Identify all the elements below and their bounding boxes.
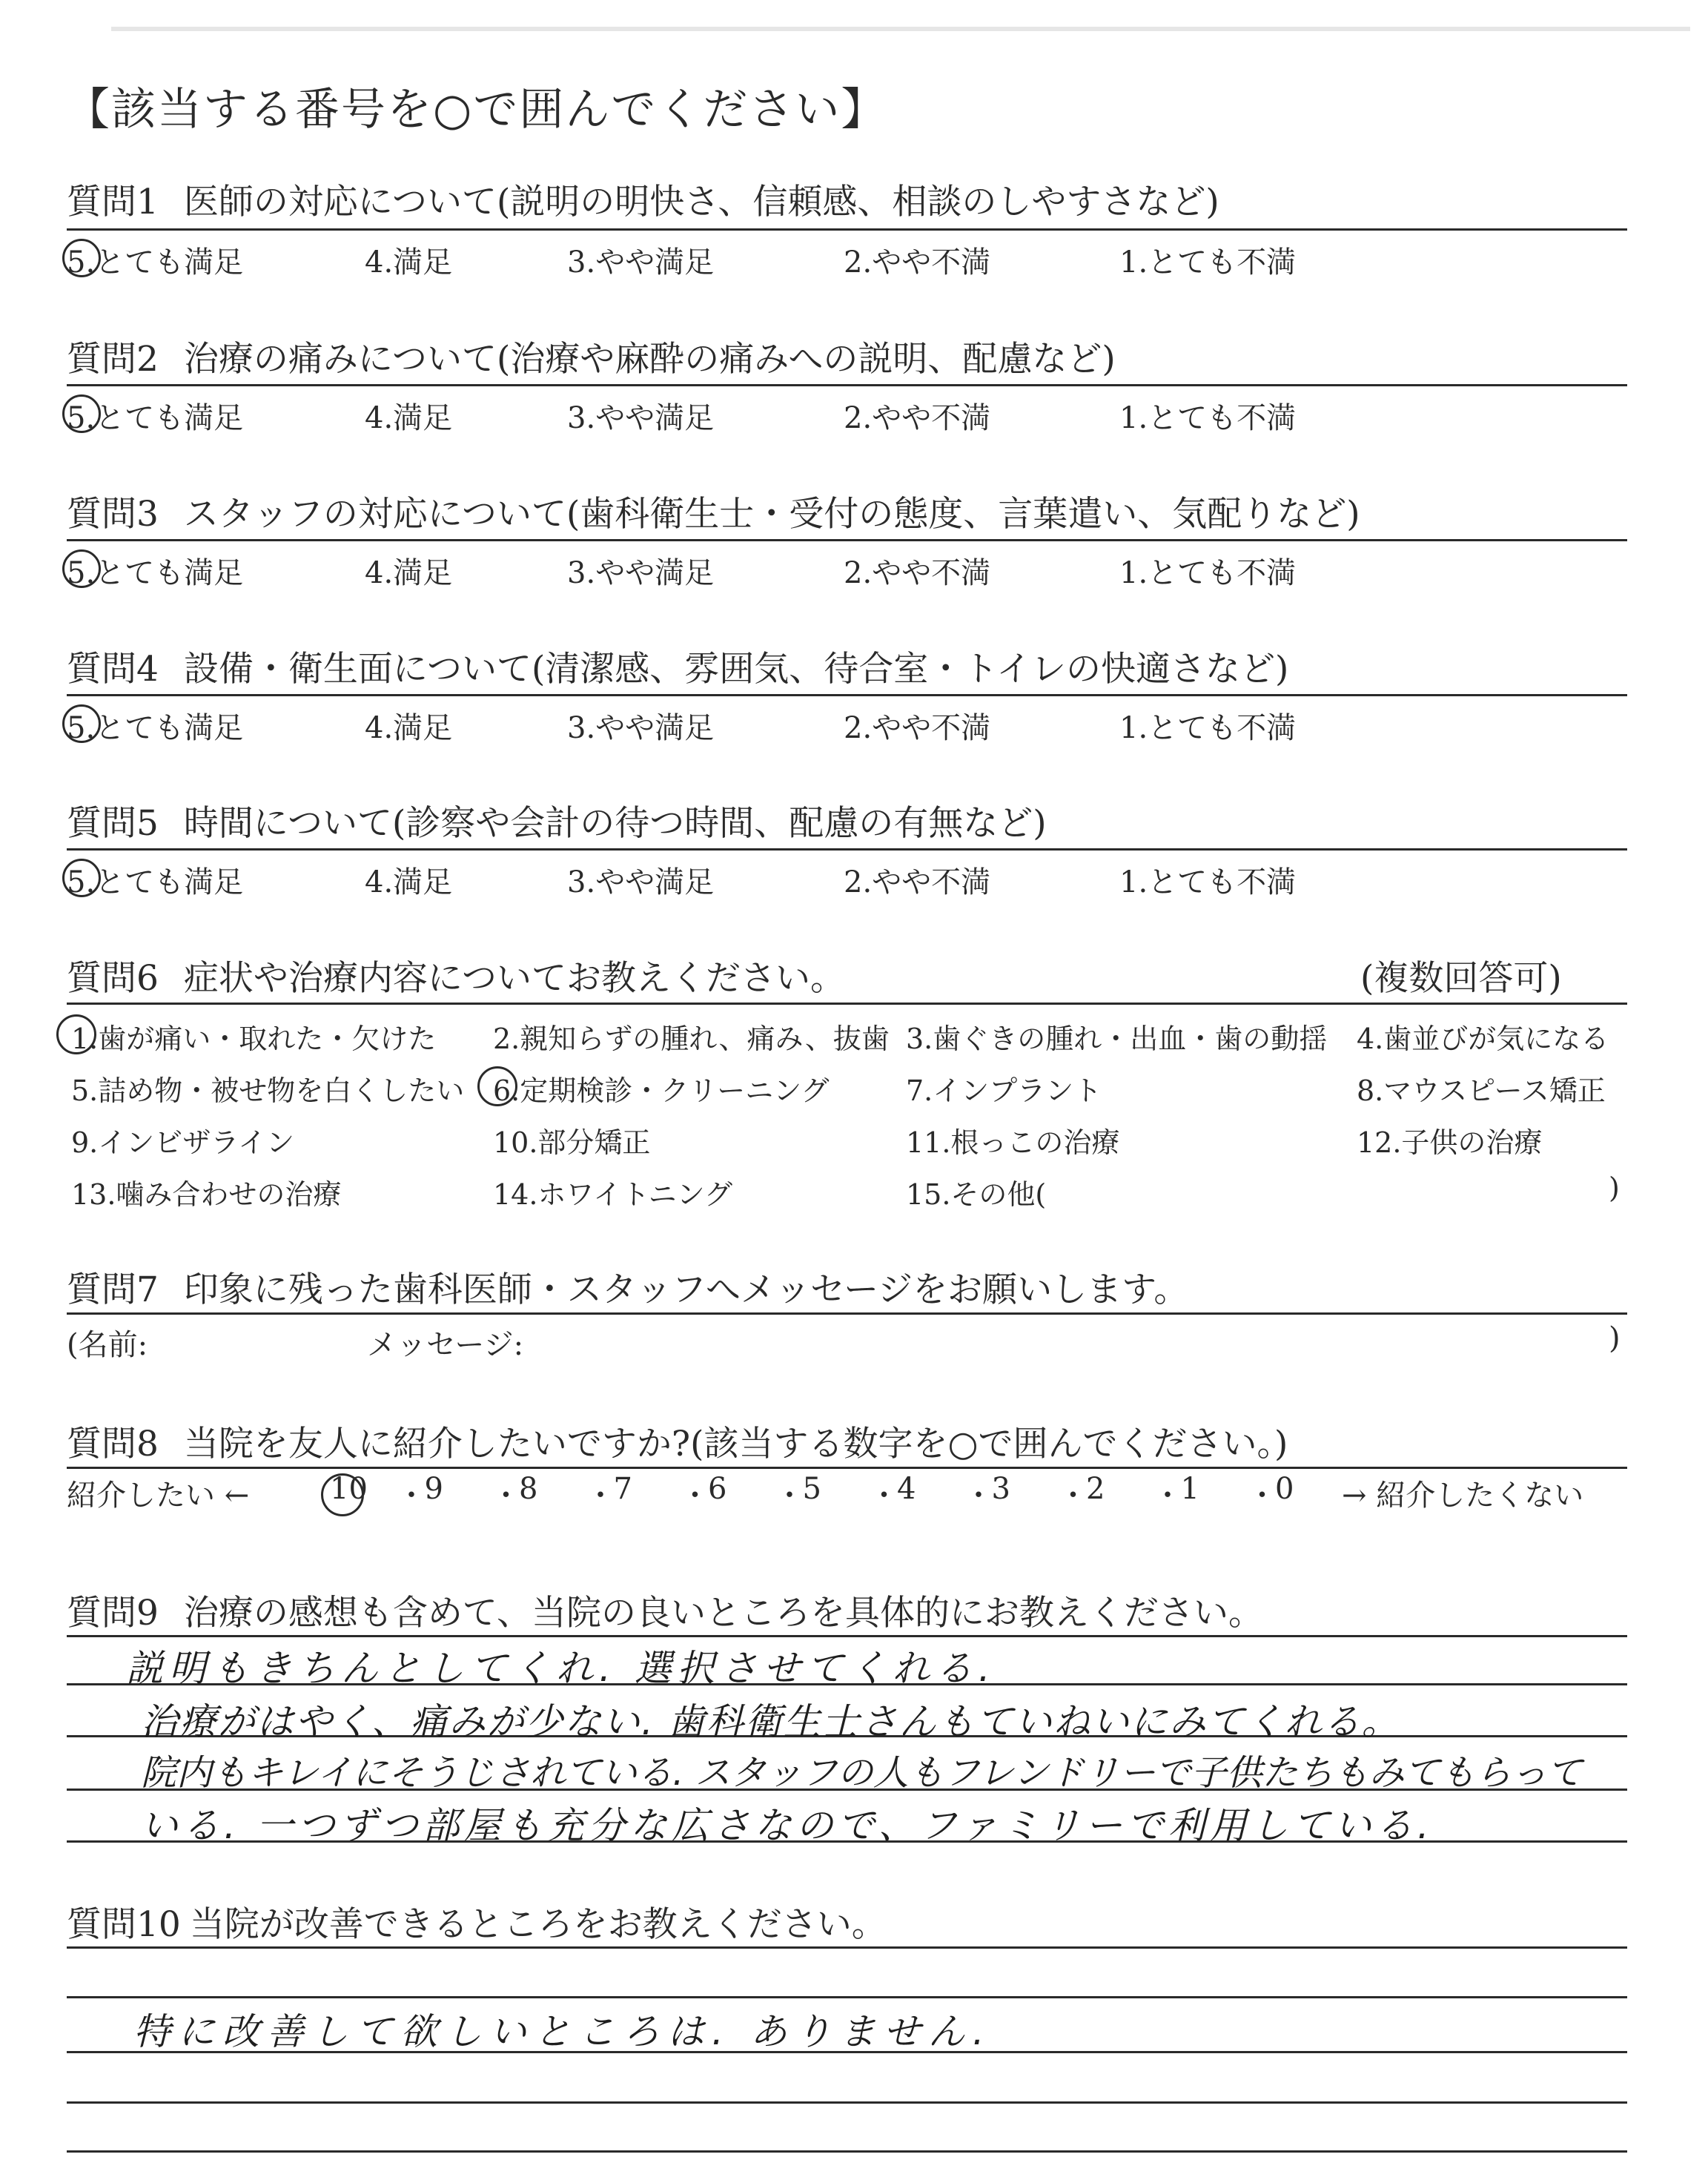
- selection-circle: [62, 239, 101, 277]
- option-3[interactable]: 3.やや満足: [567, 865, 715, 899]
- option-5[interactable]: 5.とても満足: [67, 401, 244, 435]
- symptom-option[interactable]: 2.親知らずの腫れ、痛み、抜歯: [493, 1023, 890, 1055]
- handwritten-answer: 説明もきちんとしてくれ. 選択させてくれる.: [126, 1647, 996, 1690]
- option-2[interactable]: 2.やや不満: [844, 401, 991, 435]
- question-10-title: 質問10 当院が改善できるところをお教えください。: [67, 1904, 887, 1945]
- option-5[interactable]: 5.とても満足: [67, 865, 244, 899]
- symptom-option[interactable]: 7.インプラント: [906, 1074, 1102, 1107]
- option-5[interactable]: 5.とても満足: [67, 556, 244, 590]
- message-label: メッセージ:: [367, 1328, 524, 1362]
- question-6-note: (複数回答可): [1360, 958, 1562, 999]
- symptom-option[interactable]: 3.歯ぐきの腫れ・出血・歯の動揺: [906, 1023, 1328, 1055]
- option-2[interactable]: 2.やや不満: [844, 711, 991, 745]
- question-5-rule: [67, 848, 1627, 851]
- symptom-option[interactable]: 13.噛み合わせの治療: [71, 1178, 342, 1211]
- scale-separator: ・: [775, 1479, 804, 1513]
- other-close-paren: ): [1609, 1172, 1620, 1204]
- symptom-option[interactable]: 12.子供の治療: [1357, 1126, 1543, 1159]
- scale-value-7[interactable]: 7: [613, 1472, 632, 1506]
- handwritten-answer: いる. 一つずつ部屋も充分な広さなので、ファミリーで利用している.: [141, 1804, 1434, 1847]
- scale-value-1[interactable]: 1: [1180, 1472, 1199, 1506]
- scale-value-2[interactable]: 2: [1086, 1472, 1105, 1506]
- symptom-option[interactable]: 15.その他(: [906, 1178, 1047, 1211]
- selection-circle: [321, 1473, 364, 1516]
- question-2-rule: [67, 384, 1627, 386]
- question-5-title: 質問5 時間について(診察や会計の待つ時間、配慮の有無など): [67, 803, 1047, 844]
- option-5[interactable]: 5.とても満足: [67, 711, 244, 745]
- scale-value-8[interactable]: 8: [519, 1472, 538, 1506]
- scale-separator: ・: [964, 1479, 993, 1513]
- answer-line: [67, 2150, 1627, 2153]
- handwritten-answer: 院内もキレイにそうじされている. スタッフの人もフレンドリーで子供たちもみてもらって: [141, 1752, 1583, 1794]
- symptom-option[interactable]: 14.ホワイトニング: [493, 1178, 733, 1211]
- not-recommend-label: → 紹介したくない: [1342, 1479, 1584, 1513]
- symptom-option[interactable]: 9.インビザライン: [71, 1126, 295, 1159]
- handwritten-answer: 特に改善して欲しいところは. ありません.: [133, 2010, 992, 2053]
- question-2-title: 質問2 治療の痛みについて(治療や麻酔の痛みへの説明、配慮など): [67, 339, 1116, 380]
- question-3-rule: [67, 539, 1627, 541]
- scale-value-6[interactable]: 6: [708, 1472, 727, 1506]
- handwritten-answer: 治療がはやく、痛みが少ない. 歯科衛生士さんもていねいにみてくれる。: [141, 1700, 1400, 1743]
- symptom-option[interactable]: 1.歯が痛い・取れた・欠けた: [71, 1023, 437, 1055]
- option-2[interactable]: 2.やや不満: [844, 865, 991, 899]
- option-4[interactable]: 4.満足: [365, 245, 453, 280]
- option-4[interactable]: 4.満足: [365, 865, 453, 899]
- symptom-option[interactable]: 11.根っこの治療: [906, 1126, 1120, 1159]
- selection-circle: [62, 704, 101, 743]
- message-close-paren: ): [1609, 1321, 1621, 1355]
- question-4-title: 質問4 設備・衛生面について(清潔感、雰囲気、待合室・トイレの快適さなど): [67, 649, 1289, 690]
- symptom-option[interactable]: 4.歯並びが気になる: [1357, 1023, 1609, 1055]
- symptom-option[interactable]: 6.定期検診・クリーニング: [493, 1074, 830, 1107]
- option-4[interactable]: 4.満足: [365, 556, 453, 590]
- option-5[interactable]: 5.とても満足: [67, 245, 244, 280]
- scale-separator: ・: [680, 1479, 710, 1513]
- symptom-option[interactable]: 10.部分矯正: [493, 1126, 651, 1159]
- scale-separator: ・: [1247, 1479, 1277, 1513]
- selection-circle: [62, 859, 101, 897]
- scale-value-3[interactable]: 3: [991, 1472, 1010, 1506]
- option-1[interactable]: 1.とても不満: [1119, 556, 1297, 590]
- option-1[interactable]: 1.とても不満: [1119, 865, 1297, 899]
- scale-separator: ・: [1153, 1479, 1182, 1513]
- scan-edge: [111, 27, 1690, 31]
- selection-circle: [56, 1014, 96, 1054]
- question-1-title: 質問1 医師の対応について(説明の明快さ、信頼感、相談のしやすさなど): [67, 182, 1219, 222]
- symptom-option[interactable]: 8.マウスピース矯正: [1357, 1074, 1606, 1107]
- selection-circle: [477, 1066, 517, 1106]
- question-8-rule: [67, 1467, 1627, 1469]
- scale-separator: ・: [869, 1479, 899, 1513]
- option-1[interactable]: 1.とても不満: [1119, 401, 1297, 435]
- question-7-title: 質問7 印象に残った歯科医師・スタッフへメッセージをお願いします。: [67, 1269, 1189, 1310]
- selection-circle: [62, 394, 101, 433]
- scale-value-4[interactable]: 4: [897, 1472, 916, 1506]
- answer-line: [67, 1635, 1627, 1637]
- symptom-option[interactable]: 5.詰め物・被せ物を白くしたい: [71, 1074, 465, 1107]
- option-4[interactable]: 4.満足: [365, 401, 453, 435]
- answer-line: [67, 1996, 1627, 1998]
- option-3[interactable]: 3.やや満足: [567, 245, 715, 280]
- option-2[interactable]: 2.やや不満: [844, 245, 991, 280]
- question-6-title: 質問6 症状や治療内容についてお教えください。: [67, 958, 845, 999]
- form-instruction: 【該当する番号を○で囲んでください】: [65, 84, 887, 136]
- question-7-rule: [67, 1312, 1627, 1315]
- scale-separator: ・: [397, 1479, 426, 1513]
- name-label: (名前:: [67, 1328, 148, 1362]
- answer-line: [67, 2101, 1627, 2104]
- option-1[interactable]: 1.とても不満: [1119, 711, 1297, 745]
- option-1[interactable]: 1.とても不満: [1119, 245, 1297, 280]
- option-3[interactable]: 3.やや満足: [567, 711, 715, 745]
- option-4[interactable]: 4.満足: [365, 711, 453, 745]
- option-2[interactable]: 2.やや不満: [844, 556, 991, 590]
- question-6-rule: [67, 1003, 1627, 1005]
- question-1-rule: [67, 228, 1627, 231]
- selection-circle: [62, 549, 101, 588]
- question-4-rule: [67, 694, 1627, 696]
- question-8-title: 質問8 当院を友人に紹介したいですか?(該当する数字を○で囲んでください。): [67, 1424, 1288, 1464]
- option-3[interactable]: 3.やや満足: [567, 556, 715, 590]
- question-9-title: 質問9 治療の感想も含めて、当院の良いところを具体的にお教えください。: [67, 1593, 1263, 1634]
- scale-value-0[interactable]: 0: [1275, 1472, 1294, 1506]
- scale-value-10[interactable]: 10: [330, 1472, 368, 1506]
- scale-separator: ・: [586, 1479, 615, 1513]
- question-3-title: 質問3 スタッフの対応について(歯科衛生士・受付の態度、言葉遣い、気配りなど): [67, 494, 1360, 535]
- scale-value-9[interactable]: 9: [424, 1472, 443, 1506]
- answer-line: [67, 1946, 1627, 1949]
- scale-separator: ・: [491, 1479, 521, 1513]
- recommend-label: 紹介したい ←: [67, 1479, 250, 1513]
- scale-separator: ・: [1058, 1479, 1088, 1513]
- scale-value-5[interactable]: 5: [802, 1472, 821, 1506]
- option-3[interactable]: 3.やや満足: [567, 401, 715, 435]
